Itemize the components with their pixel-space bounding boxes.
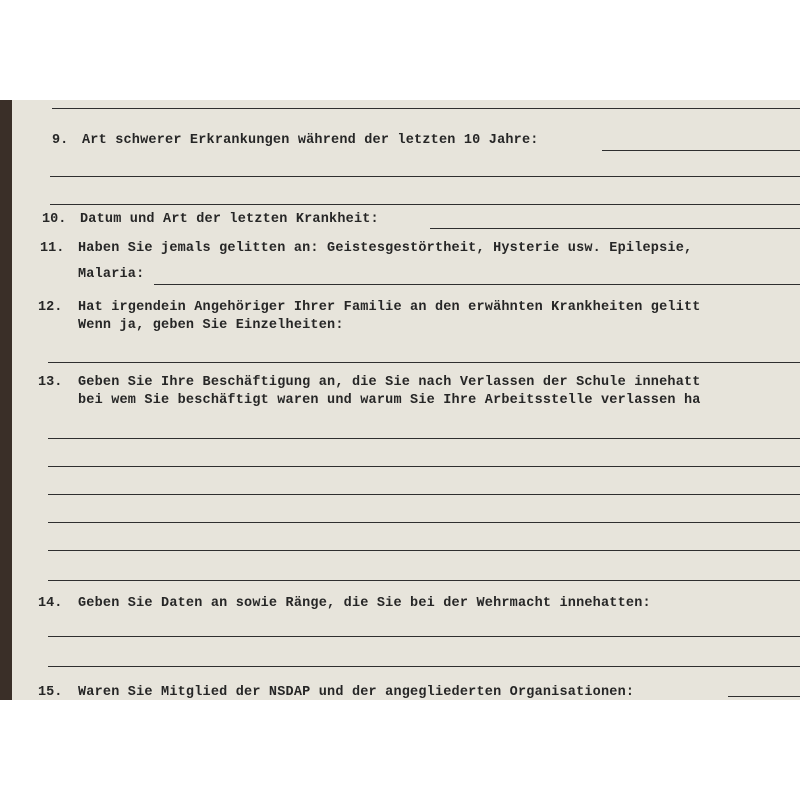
form-page [12, 100, 800, 700]
item-14-question: Geben Sie Daten an sowie Ränge, die Sie bei der Wehrmacht innehatten: [78, 596, 651, 611]
item-9-answer-line [50, 176, 800, 177]
item-11-question: Haben Sie jemals gelitten an: Geistesgestörtheit, Hysterie usw. Epilepsie, [78, 241, 693, 256]
item-13-answer-line [48, 438, 800, 439]
item-12-answer-line [48, 362, 800, 363]
item-13-number: 13. [38, 375, 63, 390]
item-13-question-cont: bei wem Sie beschäftigt waren und warum Sie Ihre Arbeitsstelle verlassen ha [78, 393, 701, 408]
item-11-question-cont: Malaria: [78, 267, 145, 282]
item-13-answer-line [48, 494, 800, 495]
item-13-answer-line [48, 522, 800, 523]
item-13-answer-line [48, 466, 800, 467]
item-12-question: Hat irgendein Angehöriger Ihrer Familie an den erwähnten Krankheiten gelitt [78, 300, 701, 315]
item-12-question-cont: Wenn ja, geben Sie Einzelheiten: [78, 318, 344, 333]
item-9-number: 9. [52, 133, 69, 148]
item-9-question: Art schwerer Erkrankungen während der letzten 10 Jahre: [82, 133, 539, 148]
photo-edge-shadow [0, 100, 12, 700]
item-10-number: 10. [42, 212, 67, 227]
answer-line [52, 108, 800, 109]
item-15-answer-line [728, 696, 800, 697]
item-10-answer-line [430, 228, 800, 229]
item-15-number: 15. [38, 685, 63, 700]
item-10-question: Datum und Art der letzten Krankheit: [80, 212, 379, 227]
item-13-answer-line [48, 580, 800, 581]
item-13-answer-line [48, 550, 800, 551]
item-12-number: 12. [38, 300, 63, 315]
item-11-answer-line [154, 284, 800, 285]
item-13-question: Geben Sie Ihre Beschäftigung an, die Sie nach Verlassen der Schule innehatt [78, 375, 701, 390]
item-14-answer-line [48, 666, 800, 667]
item-11-number: 11. [40, 241, 65, 256]
item-14-answer-line [48, 636, 800, 637]
item-14-number: 14. [38, 596, 63, 611]
item-9-answer-line [602, 150, 800, 151]
item-9-answer-line [50, 204, 800, 205]
item-15-question: Waren Sie Mitglied der NSDAP und der angegliederten Organisationen: [78, 685, 635, 700]
